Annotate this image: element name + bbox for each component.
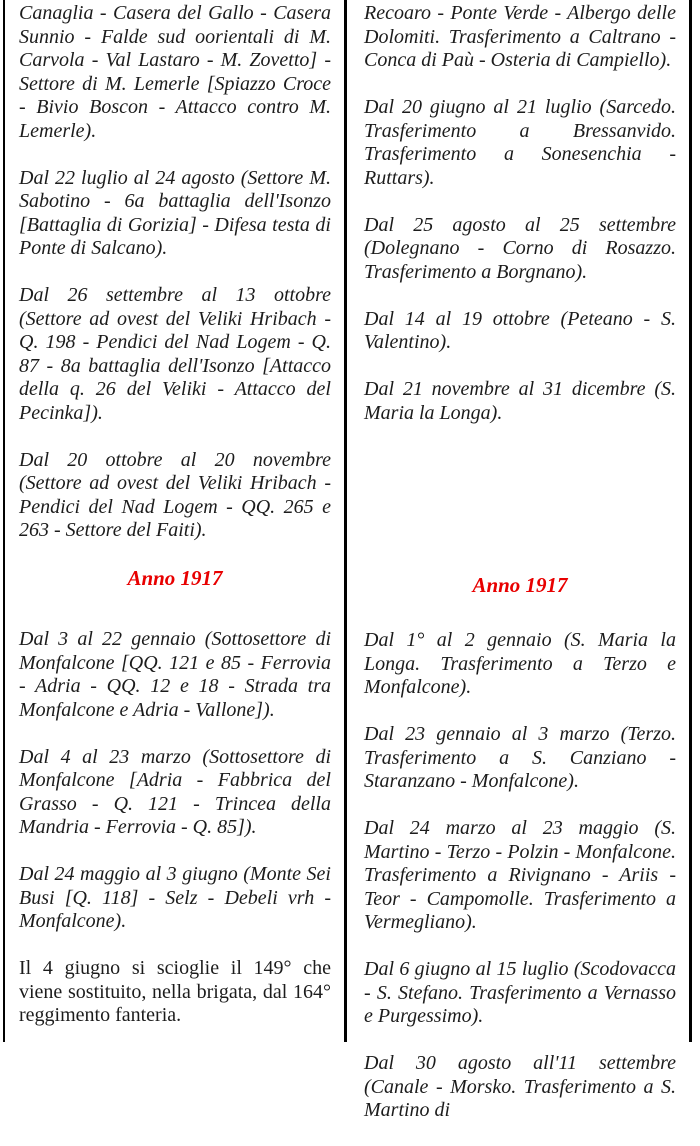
paragraph-dal-4-marzo: Dal 4 al 23 marzo (Sottosettore di Monfalcone [Adria - Fabbrica del Grasso - Q. 121 - Trincea della Mandria - Ferrovia - Q. 85]). <box>19 745 331 838</box>
paragraph-dal-14-ottobre: Dal 14 al 19 ottobre (Peteano - S. Valentino). <box>364 307 676 353</box>
year-heading-1917-left: Anno 1917 <box>127 566 223 590</box>
paragraph-regiment-note: Il 4 giugno si scioglie il 149° che viene sostituito, nella brigata, dal 164° reggimento fanteria. <box>19 957 331 1026</box>
paragraph-dal-26-settembre: Dal 26 settembre al 13 ottobre (Settore ad ovest del Veliki Hribach - Q. 198 - Pendici del Nad Logem - Q. 87 - 8a battaglia dell'Isonzo [Attacco della q. 26 del Veliki - Attacco del Pecinka]). <box>19 284 331 424</box>
paragraph-dal-24-maggio: Dal 24 maggio al 3 giugno (Monte Sei Busi [Q. 118] - Selz - Debeli vrh - Monfalcone). <box>19 863 331 932</box>
paragraph-sector-list-continuation: Canaglia - Casera del Gallo - Casera Sunnio - Falde sud oorientali di M. Carvola - Val Lastaro - M. Zovetto] - Settore di M. Lemerle [Spiazzo Croce - Bivio Boscon - Attacco contro M. Lemerle). <box>19 2 331 142</box>
paragraph-dal-6-giugno: Dal 6 giugno al 15 luglio (Scodovacca - S. Stefano. Trasferimento a Vernasso e Purgessimo). <box>364 958 676 1027</box>
right-column <box>347 0 689 1146</box>
paragraph-dal-20-ottobre: Dal 20 ottobre al 20 novembre (Settore ad ovest del Veliki Hribach - Pendici del Nad Logem - QQ. 265 e 263 - Settore del Faiti). <box>19 448 331 541</box>
paragraph-dal-22-luglio: Dal 22 luglio al 24 agosto (Settore M. Sabotino - 6a battaglia dell'Isonzo [Battaglia di Gorizia] - Difesa testa di Ponte di Salcano). <box>19 166 331 259</box>
paragraph-dal-30-agosto-clipped: Dal 30 agosto all'11 settembre (Canale - Morsko. Trasferimento a S. Martino di <box>364 1052 676 1121</box>
paragraph-dal-21-novembre: Dal 21 novembre al 31 dicembre (S. Maria la Longa). <box>364 378 676 424</box>
right-border-rule <box>689 0 692 1042</box>
paragraph-dal-25-agosto: Dal 25 agosto al 25 settembre (Dolegnano - Corno di Rosazzo. Trasferimento a Borgnano). <box>364 213 676 283</box>
paragraph-recoaro-continuation: Recoaro - Ponte Verde - Albergo delle Dolomiti. Trasferimento a Caltrano - Conca di Paù - Osteria di Campiello). <box>364 2 676 71</box>
left-column <box>5 0 344 1051</box>
paragraph-dal-23-gennaio: Dal 23 gennaio al 3 marzo (Terzo. Trasferimento a S. Canziano - Staranzano - Monfalcone). <box>364 723 676 792</box>
paragraph-dal-3-gennaio: Dal 3 al 22 gennaio (Sottosettore di Monfalcone [QQ. 121 e 85 - Ferrovia - Adria - QQ. 12 e 18 - Strada tra Monfalcone e Adria - Vallone]). <box>19 628 331 721</box>
year-heading-1917-right: Anno 1917 <box>472 573 568 597</box>
paragraph-dal-24-marzo: Dal 24 marzo al 23 maggio (S. Martino - Terzo - Polzin - Monfalcone. Trasferimento a Rivignano - Ariis - Teor - Campomolle. Trasferimento a Vermegliano). <box>364 817 676 933</box>
paragraph-dal-20-giugno: Dal 20 giugno al 21 luglio (Sarcedo. Trasferimento a Bressanvido. Trasferimento a Sonesenchia - Ruttars). <box>364 96 676 189</box>
paragraph-dal-1-gennaio: Dal 1° al 2 gennaio (S. Maria la Longa. Trasferimento a Terzo e Monfalcone). <box>364 629 676 698</box>
